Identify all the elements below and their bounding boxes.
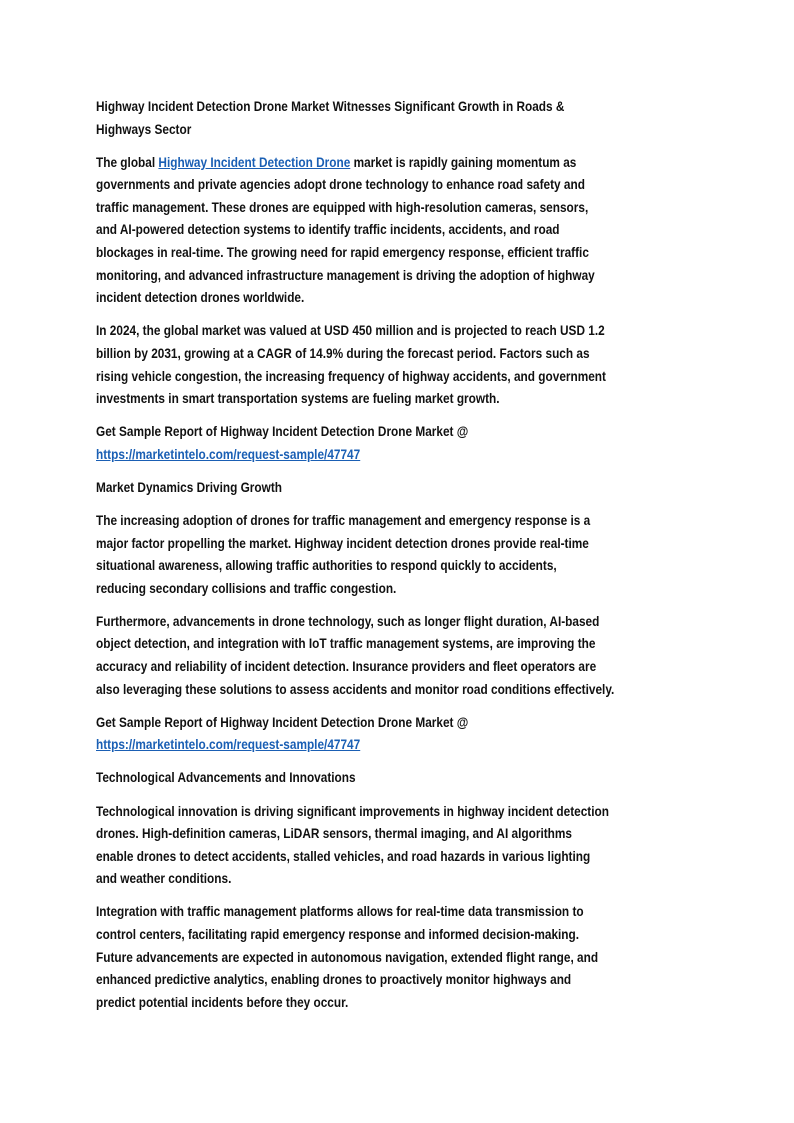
sample-report-1 (96, 421, 716, 466)
paragraph-line: Integration with traffic management platforms allows for real-time data transmission to (96, 904, 584, 920)
intro-line: governments and private agencies adopt drone technology to enhance road safety and (96, 177, 585, 193)
sample-report-2 (96, 712, 716, 757)
paragraph-line: also leveraging these solutions to assess accidents and monitor road conditions effectively. (96, 681, 615, 697)
intro-paragraph (96, 152, 716, 310)
sample-link-line (96, 444, 635, 467)
intro-prefix: The global (96, 154, 159, 170)
sample-report-text: Get Sample Report of Highway Incident Detection Drone Market @ (96, 424, 469, 440)
intro-line: and AI-powered detection systems to identify traffic incidents, accidents, and road (96, 222, 560, 238)
dynamics-heading (96, 477, 716, 500)
intro-line: incident detection drones worldwide. (96, 290, 305, 306)
paragraph-line: reducing secondary collisions and traffic congestion. (96, 580, 397, 596)
sample-report-link[interactable]: https://marketintelo.com/request-sample/47747 (96, 737, 361, 753)
document-page (96, 96, 716, 1025)
paragraph-line: situational awareness, allowing traffic authorities to respond quickly to accidents, (96, 558, 557, 574)
tech-paragraph-2 (96, 901, 716, 1014)
paragraph-line: drones. High-definition cameras, LiDAR sensors, thermal imaging, and AI algorithms (96, 826, 572, 842)
paragraph-line: and weather conditions. (96, 871, 232, 887)
paragraph-line: rising vehicle congestion, the increasing frequency of highway accidents, and government (96, 368, 606, 384)
intro-suffix: market is rapidly gaining momentum as (350, 154, 577, 170)
dynamics-paragraph-2 (96, 611, 716, 701)
paragraph-line: enable drones to detect accidents, stalled vehicles, and road hazards in various lighting (96, 848, 591, 864)
paragraph-line: control centers, facilitating rapid emergency response and informed decision-making. (96, 927, 580, 942)
section-heading: Technological Advancements and Innovations (96, 770, 356, 786)
paragraph-line: The increasing adoption of drones for traffic management and emergency response is a (96, 513, 591, 528)
paragraph-line: billion by 2031, growing at a CAGR of 14.9% during the forecast period. Factors such as (96, 345, 590, 361)
paragraph-line: object detection, and integration with IoT traffic management systems, are improving the (96, 636, 596, 652)
market-value-paragraph (96, 320, 716, 410)
paragraph-line: Technological innovation is driving significant improvements in highway incident detection (96, 803, 609, 819)
paragraph-line: enhanced predictive analytics, enabling drones to proactively monitor highways and (96, 972, 572, 988)
intro-line: monitoring, and advanced infrastructure management is driving the adoption of highway (96, 267, 595, 283)
section-heading: Market Dynamics Driving Growth (96, 479, 282, 495)
title-line: Highway Incident Detection Drone Market Witnesses Significant Growth in Roads & (96, 99, 565, 114)
dynamics-paragraph-1 (96, 510, 716, 600)
paragraph-line: Future advancements are expected in autonomous navigation, extended flight range, and (96, 949, 599, 965)
paragraph-line: Furthermore, advancements in drone technology, such as longer flight duration, AI-based (96, 613, 600, 629)
paragraph-line: accuracy and reliability of incident detection. Insurance providers and fleet operators are (96, 659, 597, 675)
product-link[interactable]: Highway Incident Detection Drone (158, 154, 351, 170)
sample-report-link[interactable]: https://marketintelo.com/request-sample/47747 (96, 446, 361, 462)
paragraph-line: investments in smart transportation systems are fueling market growth. (96, 391, 500, 407)
intro-line: traffic management. These drones are equipped with high-resolution cameras, sensors, (96, 199, 589, 215)
sample-report-text: Get Sample Report of Highway Incident Detection Drone Market @ (96, 714, 469, 730)
intro-line (96, 152, 635, 175)
tech-heading (96, 767, 716, 790)
title-line: Highways Sector (96, 121, 192, 137)
sample-link-line (96, 734, 635, 757)
article-title (96, 96, 716, 141)
paragraph-line: In 2024, the global market was valued at USD 450 million and is projected to reach USD 1.2 (96, 323, 605, 339)
tech-paragraph-1 (96, 801, 716, 891)
paragraph-line: predict potential incidents before they occur. (96, 994, 349, 1010)
paragraph-line: major factor propelling the market. Highway incident detection drones provide real-time (96, 535, 589, 551)
intro-line: blockages in real-time. The growing need for rapid emergency response, efficient traffic (96, 245, 589, 261)
